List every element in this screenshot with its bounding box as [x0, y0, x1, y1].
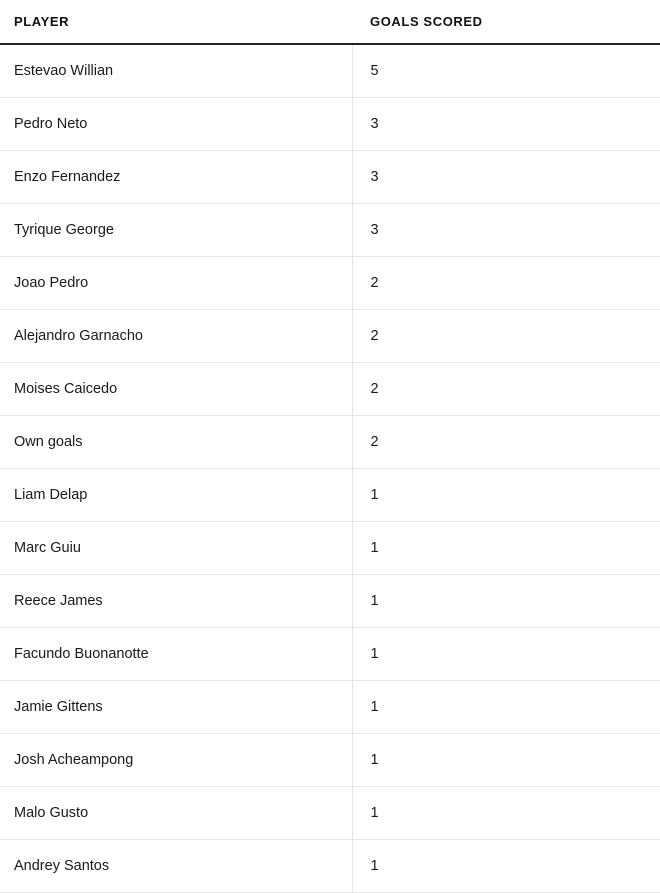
table-row — [0, 98, 660, 151]
cell-goals-scored: 3 — [352, 204, 660, 257]
table-row — [0, 787, 660, 840]
table-header-row — [0, 0, 660, 44]
cell-player-name: Josh Acheampong — [0, 734, 352, 787]
cell-player-name: Joao Pedro — [0, 257, 352, 310]
cell-goals-scored: 1 — [352, 522, 660, 575]
table-row — [0, 416, 660, 469]
cell-goals-scored: 2 — [352, 363, 660, 416]
table-row — [0, 310, 660, 363]
table-body — [0, 44, 660, 893]
table-row — [0, 628, 660, 681]
cell-goals-scored: 3 — [352, 151, 660, 204]
table-row — [0, 257, 660, 310]
cell-goals-scored: 1 — [352, 628, 660, 681]
cell-goals-scored: 2 — [352, 257, 660, 310]
cell-goals-scored: 1 — [352, 787, 660, 840]
cell-player-name: Enzo Fernandez — [0, 151, 352, 204]
cell-player-name: Liam Delap — [0, 469, 352, 522]
table-row — [0, 734, 660, 787]
table-row — [0, 575, 660, 628]
table-row — [0, 363, 660, 416]
cell-goals-scored: 2 — [352, 310, 660, 363]
cell-player-name: Pedro Neto — [0, 98, 352, 151]
table-row — [0, 681, 660, 734]
cell-goals-scored: 1 — [352, 840, 660, 893]
cell-player-name: Own goals — [0, 416, 352, 469]
cell-goals-scored: 1 — [352, 681, 660, 734]
table-row — [0, 44, 660, 98]
cell-goals-scored: 1 — [352, 734, 660, 787]
cell-player-name: Alejandro Garnacho — [0, 310, 352, 363]
cell-goals-scored: 2 — [352, 416, 660, 469]
table-row — [0, 469, 660, 522]
table-row — [0, 522, 660, 575]
table-header — [0, 0, 660, 44]
cell-player-name: Moises Caicedo — [0, 363, 352, 416]
table-row — [0, 204, 660, 257]
table-row — [0, 151, 660, 204]
cell-goals-scored: 1 — [352, 575, 660, 628]
cell-player-name: Estevao Willian — [0, 44, 352, 98]
cell-player-name: Marc Guiu — [0, 522, 352, 575]
column-header-player: PLAYER — [0, 0, 352, 44]
cell-goals-scored: 5 — [352, 44, 660, 98]
cell-player-name: Reece James — [0, 575, 352, 628]
column-header-goals-scored: GOALS SCORED — [352, 0, 660, 44]
cell-player-name: Malo Gusto — [0, 787, 352, 840]
cell-player-name: Andrey Santos — [0, 840, 352, 893]
cell-goals-scored: 1 — [352, 469, 660, 522]
table-row — [0, 840, 660, 893]
cell-player-name: Facundo Buonanotte — [0, 628, 352, 681]
cell-player-name: Tyrique George — [0, 204, 352, 257]
cell-goals-scored: 3 — [352, 98, 660, 151]
cell-player-name: Jamie Gittens — [0, 681, 352, 734]
